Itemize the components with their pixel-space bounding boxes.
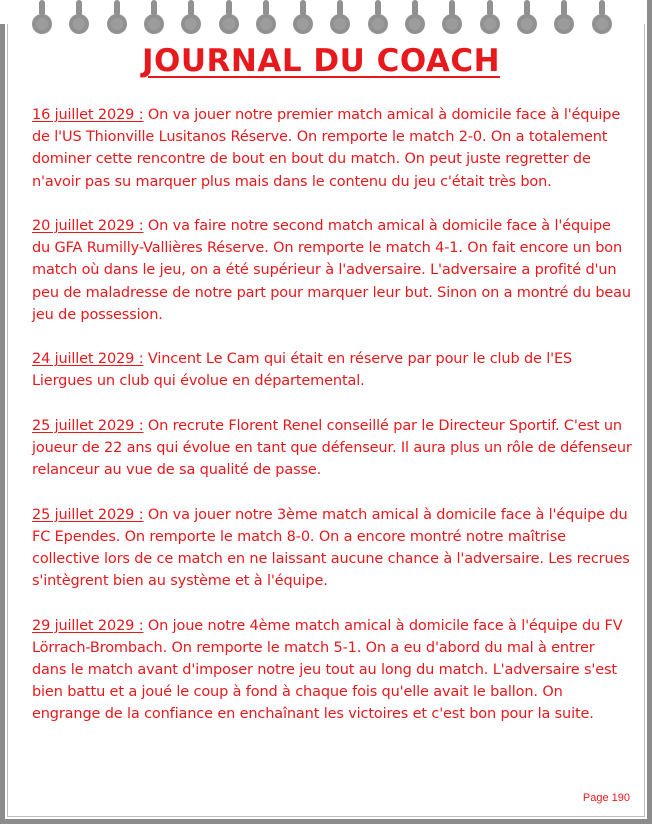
binder-ring-icon	[256, 14, 276, 34]
entry-text: On joue notre 4ème match amical à domicile face à l'équipe du FV Lörrach-Brombach. On remporte le match 5-1. On a eu d'abord du mal à entrer dans le match avant d'imposer notre jeu tout au long du match. L'adversaire s'est bien battu et a joué le coup à fond à chaque fois qu'elle avait le ballon. On engrange de la confiance en enchaînant les victoires et c'est bon pour la suite.	[32, 617, 623, 723]
entry-text: On recrute Florent Renel conseillé par le Directeur Sportif. C'est un joueur de 22 ans qui évolue en tant que défenseur. Il aura plus un rôle de défenseur relanceur au vue de sa qualité de passe.	[32, 417, 632, 479]
binder-ring-icon	[517, 14, 537, 34]
binder-ring-icon	[144, 14, 164, 34]
entry-date: 20 juillet 2029 :	[32, 218, 144, 234]
journal-entry	[32, 615, 632, 726]
binder-rings	[0, 0, 642, 40]
binder-ring-icon	[107, 14, 127, 34]
binder-ring-icon	[32, 14, 52, 34]
page-title	[0, 38, 642, 84]
binder-ring-icon	[330, 14, 350, 34]
entry-date: 24 juillet 2029 :	[32, 351, 144, 368]
entry-date: 25 juillet 2029 :	[32, 417, 144, 434]
binder-ring-icon	[69, 14, 89, 34]
binder-ring-icon	[442, 14, 462, 34]
binder-ring-icon	[405, 14, 425, 34]
entry-date: 25 juillet 2029 :	[32, 506, 144, 523]
entry-text: On va jouer notre premier match amical à domicile face à l'équipe de l'US Thionville Lusitanos Réserve. On remporte le match 2-0. On a totalement dominer cette rencontre de bout en bout du match. On peut juste regretter de n'avoir pas su marquer plus mais dans le contenu du jeu c'était très bon.	[32, 107, 621, 190]
page-title-text: JOURNAL DU COACH	[141, 43, 501, 79]
entry-text: On va faire notre second match amical à domicile face à l'équipe du GFA Rumilly-Vallières Réserve. On remporte le match 4-1. On fait encore un bon match où dans le jeu, on a été supérieur à l'adversaire. L'adversaire a profité d'un peu de maladresse de notre part pour marquer leur but. Sinon on a montré du beau jeu de possession.	[32, 218, 631, 323]
journal-entries	[32, 104, 632, 748]
journal-entry	[32, 104, 632, 193]
binder-ring-icon	[181, 14, 201, 34]
binder-ring-icon	[592, 14, 612, 34]
entry-text: On va jouer notre 3ème match amical à domicile face à l'équipe du FC Ependes. On remporte le match 8-0. On a encore montré notre maîtrise collective lors de ce match en ne laissant aucune chance à l'adversaire. Les recrues s'intègrent bien au système et à l'équipe.	[32, 506, 630, 590]
journal-entry	[32, 415, 632, 482]
page-number: Page 190	[582, 792, 630, 804]
journal-entry	[32, 215, 632, 326]
entry-text: Vincent Le Cam qui était en réserve par pour le club de l'ES Liergues un club qui évolue en départemental.	[32, 351, 573, 390]
binder-ring-icon	[480, 14, 500, 34]
journal-entry	[32, 348, 632, 392]
binder-ring-icon	[368, 14, 388, 34]
binder-ring-icon	[219, 14, 239, 34]
journal-entry	[32, 504, 632, 593]
binder-ring-icon	[554, 14, 574, 34]
entry-date: 29 juillet 2029 :	[32, 617, 144, 634]
binder-ring-icon	[293, 14, 313, 34]
entry-date: 16 juillet 2029 :	[32, 107, 144, 123]
